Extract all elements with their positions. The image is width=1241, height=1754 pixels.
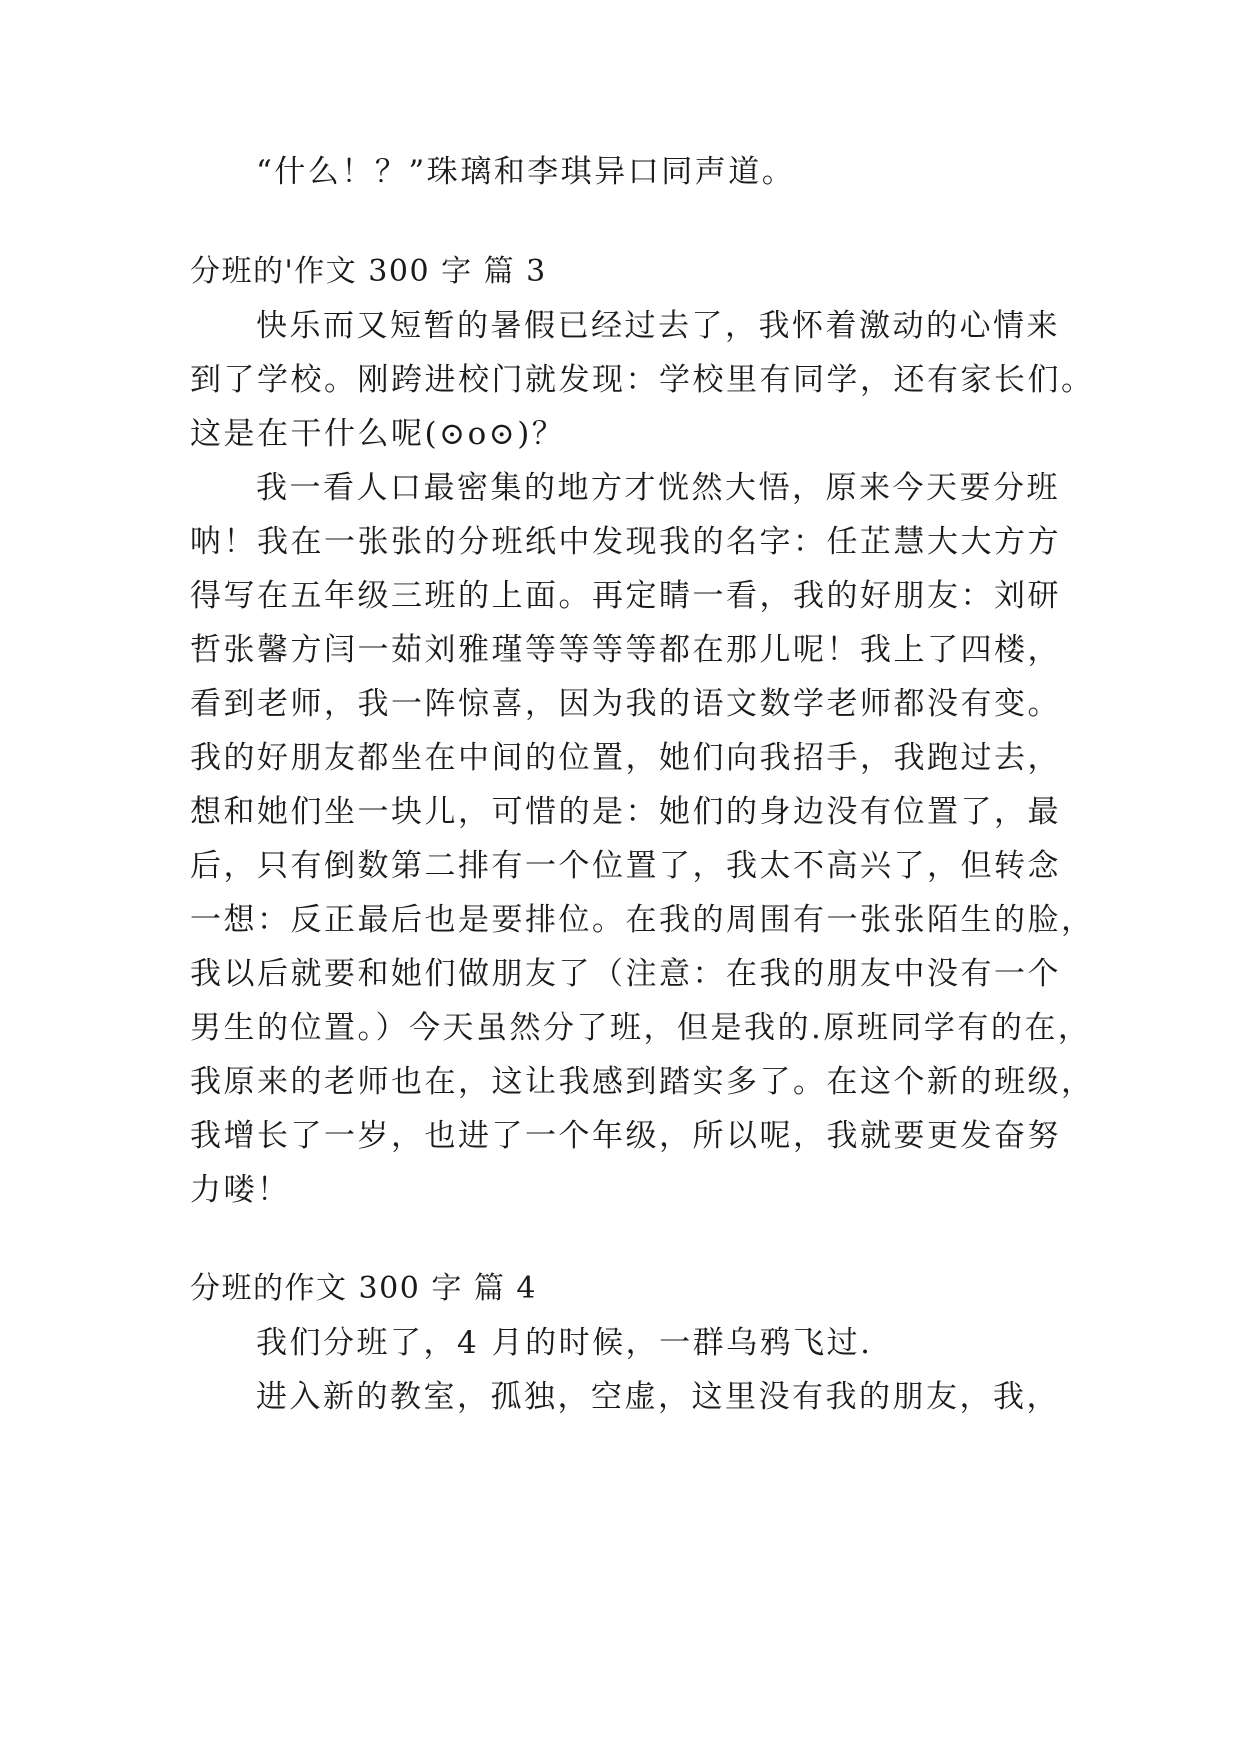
paragraph-line: 一想：反正最后也是要排位。在我的周围有一张张陌生的脸， xyxy=(190,902,1095,938)
paragraph-line: 这是在干什么呢(⊙o⊙)？ xyxy=(190,416,566,452)
paragraph-line: 呐！我在一张张的分班纸中发现我的名字：任芷慧大大方方 xyxy=(190,524,1061,560)
paragraph-line: 哲张馨方闫一茹刘雅瑾等等等等都在那儿呢！我上了四楼， xyxy=(190,632,1061,668)
paragraph-line: 力喽！ xyxy=(190,1172,291,1208)
paragraph-line: 我们分班了，4 月的时候，一群乌鸦飞过. xyxy=(256,1325,873,1361)
paragraph-line: 我一看人口最密集的地方才恍然大悟，原来今天要分班 xyxy=(256,470,1060,506)
paragraph-line: 男生的位置。）今天虽然分了班，但是我的.原班同学有的在， xyxy=(190,1010,1092,1046)
paragraph-line: 到了学校。刚跨进校门就发现：学校里有同学，还有家长们。 xyxy=(190,362,1095,398)
paragraph-line: 得写在五年级三班的上面。再定睛一看，我的好朋友：刘研 xyxy=(190,578,1061,614)
paragraph-line: 后，只有倒数第二排有一个位置了，我太不高兴了，但转念 xyxy=(190,848,1061,884)
paragraph-line: 我以后就要和她们做朋友了（注意：在我的朋友中没有一个 xyxy=(190,956,1061,992)
paragraph-line: 我原来的老师也在，这让我感到踏实多了。在这个新的班级， xyxy=(190,1064,1095,1100)
paragraph-line: 看到老师，我一阵惊喜，因为我的语文数学老师都没有变。 xyxy=(190,686,1061,722)
paragraph-line: 我的好朋友都坐在中间的位置，她们向我招手，我跑过去， xyxy=(190,740,1061,776)
section-3-heading: 分班的'作文 300 字 篇 3 xyxy=(190,254,547,289)
paragraph-line: 想和她们坐一块儿，可惜的是：她们的身边没有位置了，最 xyxy=(190,794,1061,830)
dialogue-line: “什么！？”珠璃和李琪异口同声道。 xyxy=(256,154,796,190)
paragraph-line: 我增长了一岁，也进了一个年级，所以呢，我就要更发奋努 xyxy=(190,1118,1061,1154)
paragraph-line: 快乐而又短暂的暑假已经过去了，我怀着激动的心情来 xyxy=(256,308,1060,344)
section-4-heading: 分班的作文 300 字 篇 4 xyxy=(190,1271,537,1306)
paragraph-line: 进入新的教室，孤独，空虚，这里没有我的朋友，我， xyxy=(256,1379,1060,1415)
